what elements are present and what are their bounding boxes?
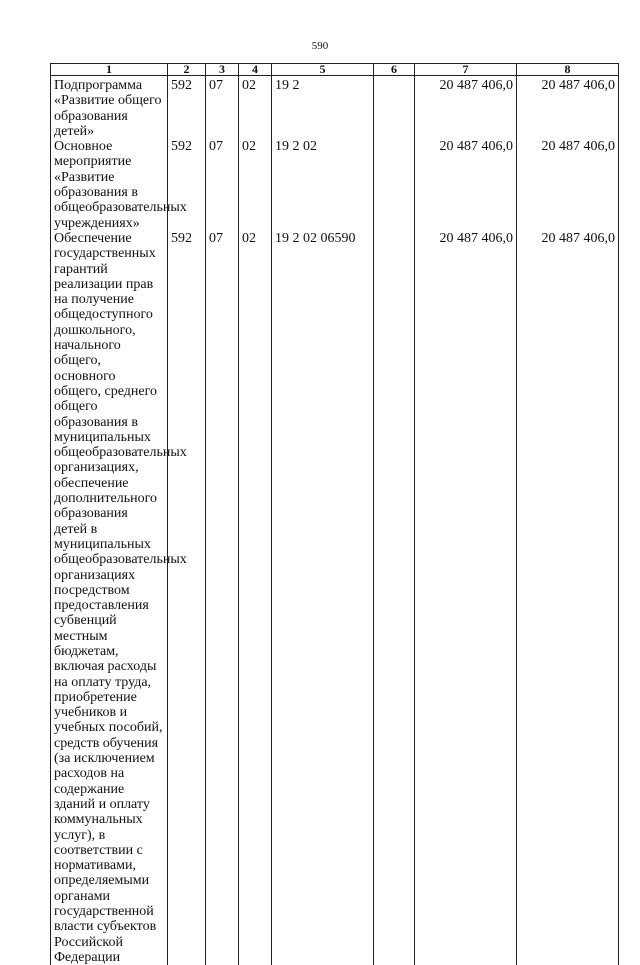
row-kind-code [374,139,415,231]
row-subsection-code: 02 [239,139,272,231]
column-header: 5 [272,64,374,76]
row-kind-code [374,231,415,965]
row-admin-code: 592 [168,231,206,965]
row-subsection-code: 02 [239,76,272,140]
budget-table [50,63,619,965]
table-row [51,76,619,140]
row-amount-2: 20 487 406,0 [517,139,619,231]
row-subsection-code: 02 [239,231,272,965]
row-target-code: 19 2 02 06590 [272,231,374,965]
row-section-code: 07 [206,139,239,231]
row-name: Обеспечение государственных гарантий реализации прав на получение общедоступного дошкольного, начального общего, основного общего, среднего общего образования в муниципальных общеобразовательных организациях, обеспечение дополнительного образования детей в муниципальных общеобразовательных организациях посредством предоставления субвенций местным бюджетам, включая расходы на оплату труда, приобретение учебников и учебных пособий, средств обучения (за исключением расходов на содержание зданий и оплату коммунальных услуг), в соответствии с нормативами, определяемыми органами государственной власти субъектов Российской Федерации [51,231,168,965]
row-kind-code [374,76,415,140]
table-header-row [51,64,619,76]
column-header: 3 [206,64,239,76]
row-admin-code: 592 [168,139,206,231]
row-amount-1: 20 487 406,0 [415,139,517,231]
row-amount-1: 20 487 406,0 [415,76,517,140]
column-header: 4 [239,64,272,76]
table-row [51,139,619,231]
table-row [51,231,619,965]
row-admin-code: 592 [168,76,206,140]
column-header: 8 [517,64,619,76]
column-header: 2 [168,64,206,76]
row-amount-2: 20 487 406,0 [517,76,619,140]
row-target-code: 19 2 [272,76,374,140]
column-header: 6 [374,64,415,76]
column-header: 1 [51,64,168,76]
row-amount-2: 20 487 406,0 [517,231,619,965]
row-name: Основное мероприятие «Развитие образования в общеобразовательных учреждениях» [51,139,168,231]
page-number: 590 [311,40,329,52]
row-section-code: 07 [206,231,239,965]
row-section-code: 07 [206,76,239,140]
row-target-code: 19 2 02 [272,139,374,231]
column-header: 7 [415,64,517,76]
row-name: Подпрограмма «Развитие общего образования детей» [51,76,168,140]
row-amount-1: 20 487 406,0 [415,231,517,965]
